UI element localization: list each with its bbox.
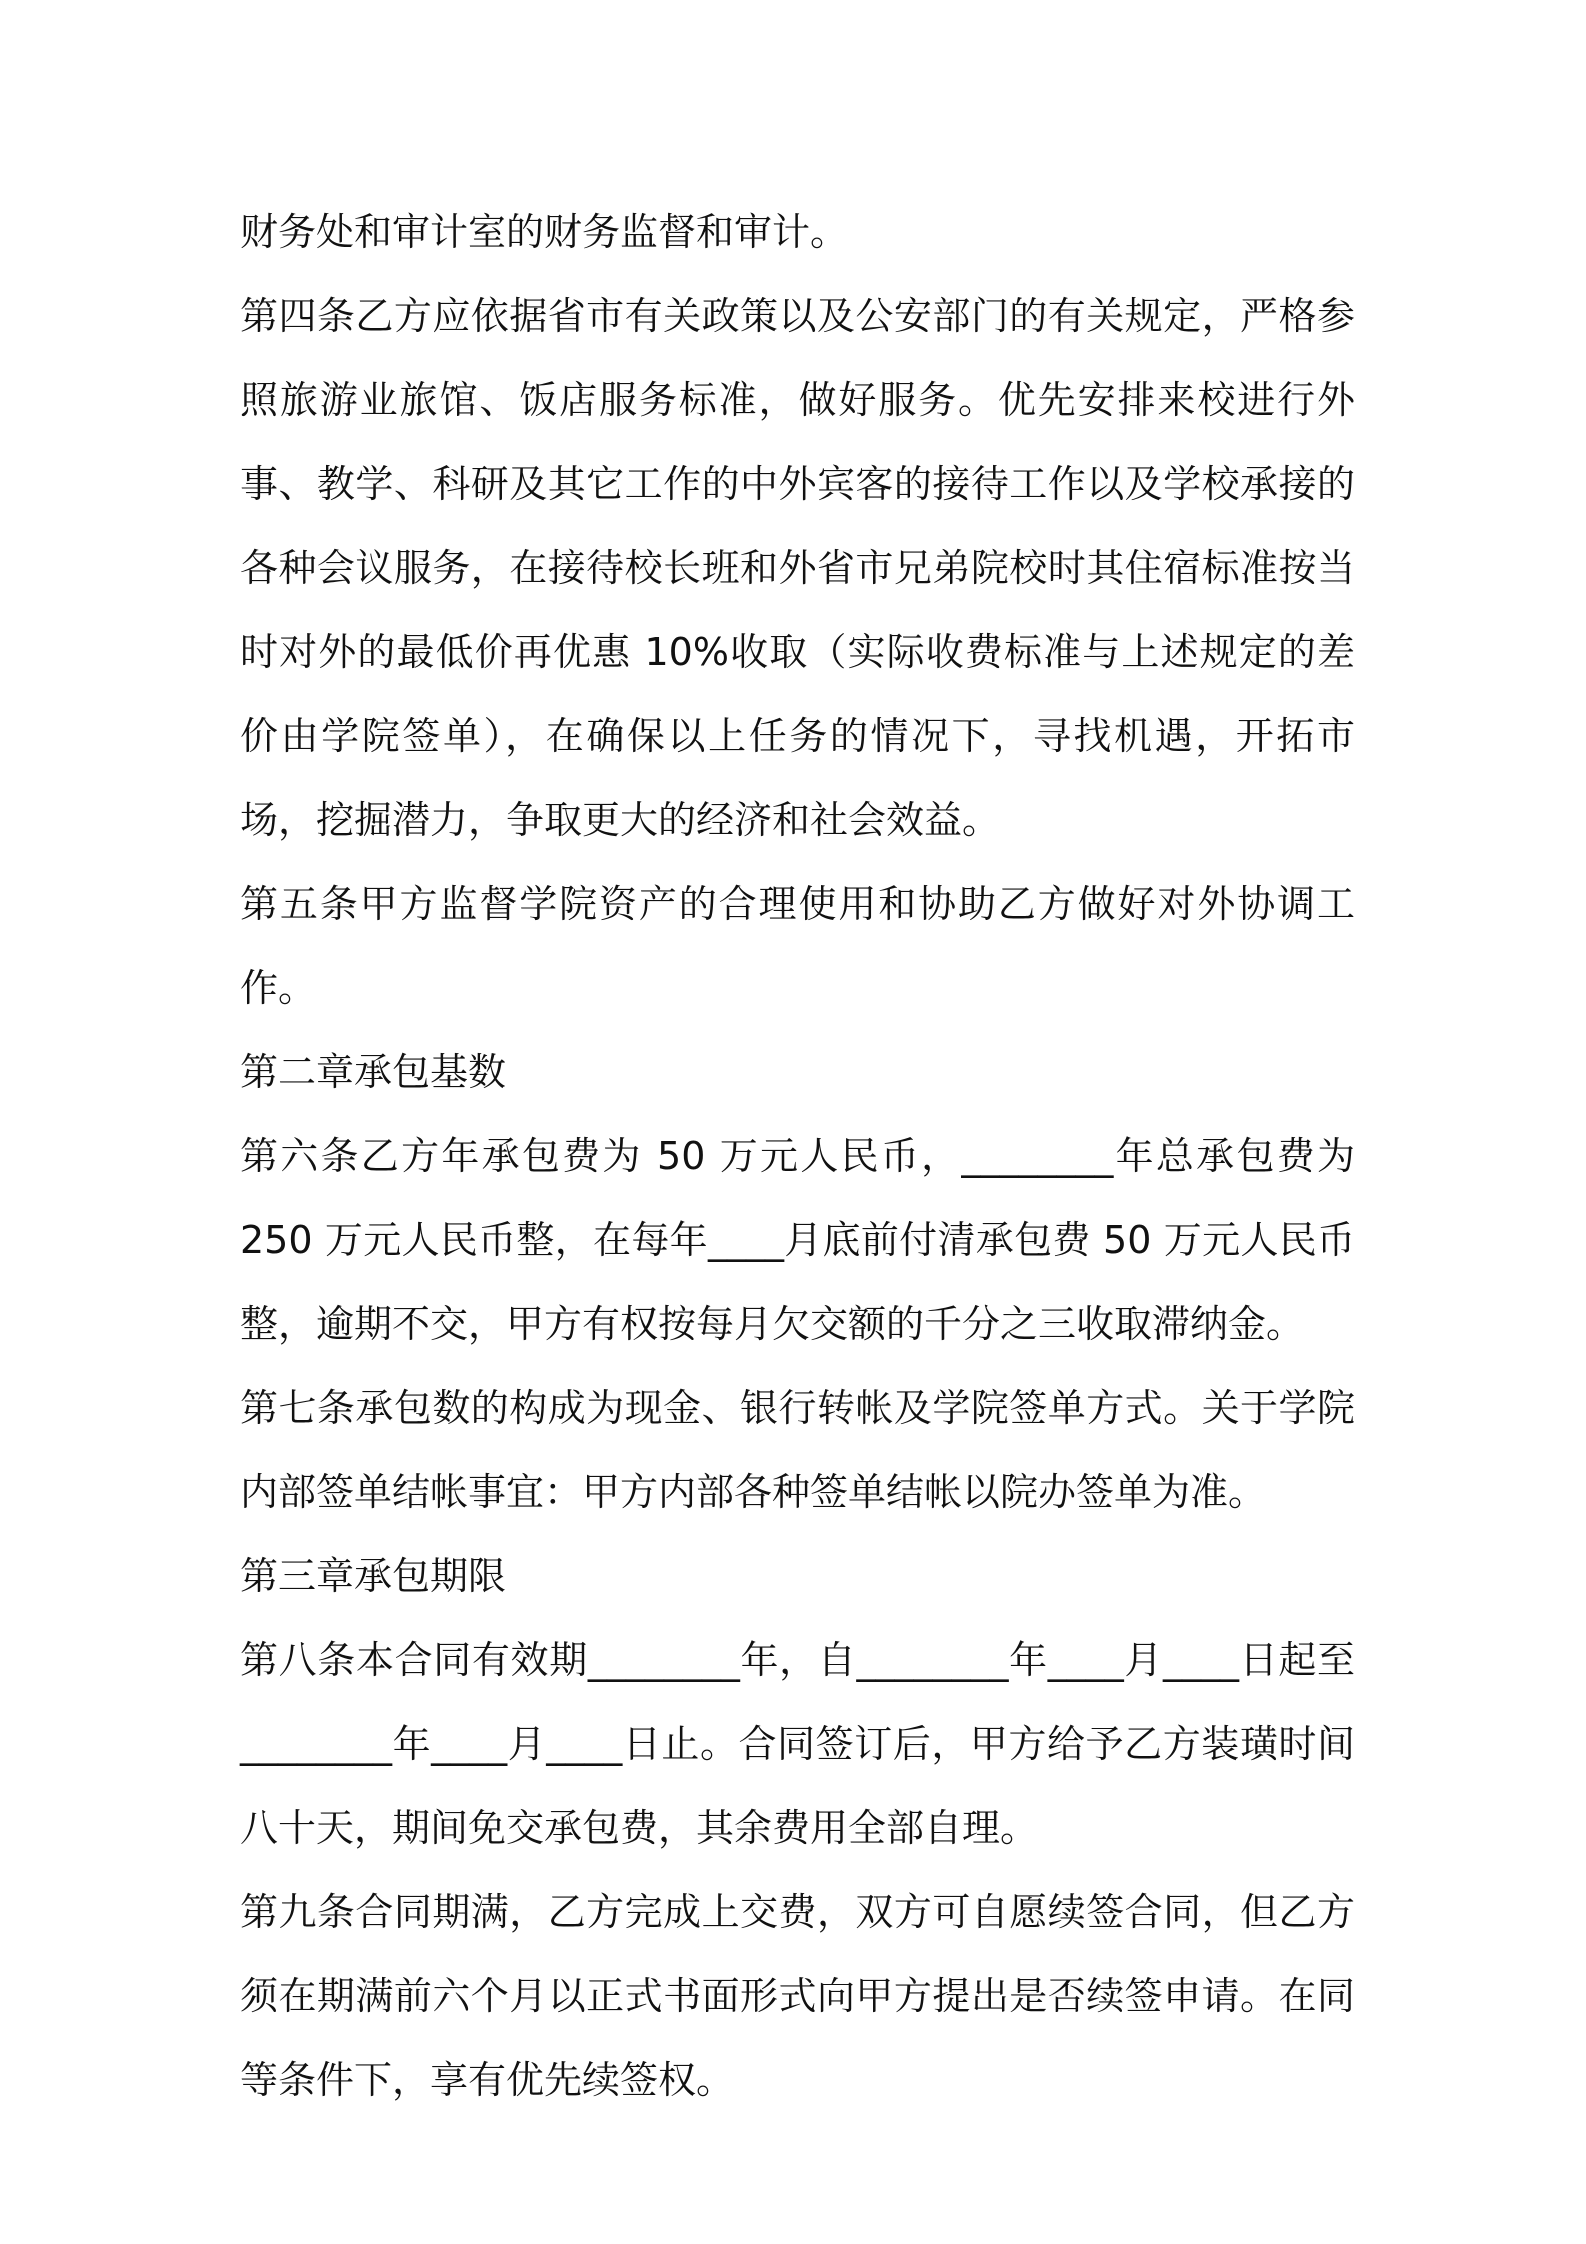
paragraph-article-9: 第九条合同期满，乙方完成上交费，双方可自愿续签合同，但乙方须在期满前六个月以正式书面形式向甲方提出是否续签申请。在同等条件下，享有优先续签权。 bbox=[240, 1890, 1355, 2102]
chapter-heading-3: 第三章承包期限 bbox=[240, 1554, 507, 1598]
paragraph-audit: 财务处和审计室的财务监督和审计。 bbox=[240, 210, 849, 254]
paragraph-article-5: 第五条甲方监督学院资产的合理使用和协助乙方做好对外协调工作。 bbox=[240, 882, 1355, 1010]
chapter-heading-2: 第二章承包基数 bbox=[240, 1050, 507, 1094]
paragraph-article-8: 第八条本合同有效期________年，自________年____月____日起至________年____月____日止。合同签订后，甲方给予乙方装璜时间八十天，期间免交承包费，其余费用全部自理。 bbox=[240, 1638, 1355, 1850]
paragraph-article-4: 第四条乙方应依据省市有关政策以及公安部门的有关规定，严格参照旅游业旅馆、饭店服务标准，做好服务。优先安排来校进行外事、教学、科研及其它工作的中外宾客的接待工作以及学校承接的各种会议服务，在接待校长班和外省市兄弟院校时其住宿标准按当时对外的最低价再优惠 10%收取（实际收费标准与上述规定的差价由学院签单），在确保以上任务的情况下，寻找机遇，开拓市场，挖掘潜力，争取更大的经济和社会效益。 bbox=[240, 294, 1355, 842]
document-body bbox=[240, 190, 1355, 2122]
paragraph-article-7: 第七条承包数的构成为现金、银行转帐及学院签单方式。关于学院内部签单结帐事宜：甲方内部各种签单结帐以院办签单为准。 bbox=[240, 1386, 1355, 1514]
paragraph-article-6: 第六条乙方年承包费为 50 万元人民币，________年总承包费为 250 万元人民币整，在每年____月底前付清承包费 50 万元人民币整，逾期不交，甲方有权按每月欠交额的千分之三收取滞纳金。 bbox=[240, 1134, 1355, 1346]
